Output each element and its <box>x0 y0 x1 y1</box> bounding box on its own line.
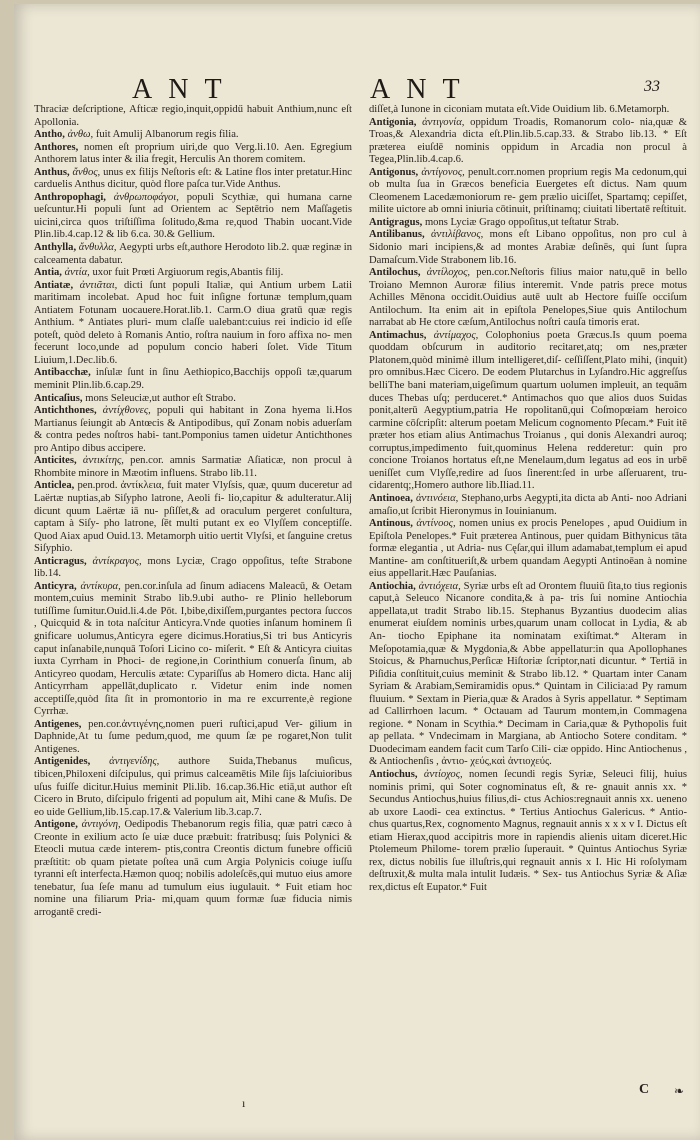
dictionary-entry <box>34 280 352 368</box>
dictionary-entry <box>369 769 687 894</box>
entry-headword: Anthores, <box>34 141 79 153</box>
book-page <box>14 4 700 1140</box>
entry-text: Colophonius poeta Græcus.Is quum poema quoddam obſcurum in auditorio recitaret,atq; om nes,præter Platonem,quòd minimè illum intelligeret,diſ- ceſſiſſent,Plato mihi, (inquit) pro omnibus.Hæc Cicero. De eodem Plutarchus in Lyſandro.Hic aggreſſus belliThe bani materiam,uigeſimum quartum uolumen impleuit, an tequām duces Thebas uſq; perduceret.* Antimachos quo que alios duos Suidas ponit,alterū Aegyptium,patria He ropolitanū,qui Coſmopœiam heroico carmine cōſcripſit: alterum poetam Melicum cognomento Pſecam.* Fuit itē præter hos etiam alius Antimachus Troianus , qui donis Alexandri auroq; corruptus,impedimento fuit,quominus Helena redderetur: quin pro concione Troianos hortatus eſt,ne Menelaum,dum legatus ad eos in urbē ueniſſet cum Vlyſſe,redire ad ſuos ſinerent:ſed in urbe aſſeruarent, tru- cidarentq;,Homero authore lib.Iliad.11. <box>369 329 687 492</box>
entry-text: uxor fuit Prœti Argiuorum regis,Abantis filij. <box>92 267 284 279</box>
entry-headword: Antimachus, <box>369 329 427 341</box>
entry-greek: ἀντίχθονες, <box>102 405 151 417</box>
entry-greek: ἄνθος, <box>72 166 101 178</box>
entry-text: mons Seleuciæ,ut author eſt Strabo. <box>85 392 236 404</box>
dictionary-entry <box>369 581 687 769</box>
page-number: 33 <box>644 78 660 95</box>
entry-headword: Anthus, <box>34 166 70 178</box>
entry-text: Oedipodis Thebanorum regis filia, quæ patri cæco à Creonte in exilium acto ſe uiæ duce præbuit: fratribusq; ſuis Polynici & Eteocli mutua cæde interem- ptis,contra Creontis dictum funebre officiū præſtitit: ob quam pietate poſtea unā cum Argia Polynicis coiuge iuſſu tyranni eſt interfecta.Hæmon quoq; nobilis adoleſcēs,qui mutuo eius amore tenebatur, ſua ſeſe manu ad tumulum eius iugulauit. * Fuit etiam hoc nomine una filiarum Pria- mi,quam quum formæ ſuæ fiducia nimis arrogantē credi- <box>34 819 352 918</box>
entry-text: dicti ſunt populi Italiæ, qui Antium urbem Latii maritimam incolebat. Apud hoc fuit inſigne fortunæ templum,quam Antiatem Fotunam uocauere.Horat.lib.1. Carm.O diua gratū quæ regis Anthium. * Antiates pluri- mum claſſe ualebant:cuius rei indicio id eſſe poteſt, quòd deleto à Romanis Antio, roſtra nauium in foro affixa no- men fecerunt loco,unde ad populum concio haberi ſolet. Vide Titum Liuium,1.Dec.lib.6. <box>34 279 353 366</box>
dictionary-entry <box>34 104 352 129</box>
dictionary-entry <box>369 267 687 330</box>
entry-text: oppidum Troadis, Romanorum colo- nia,quæ & Troas,& Alexandria dicta eſt.Plin.lib.5.cap.33. & Strabo lib.13. * Eſt præterea eiuſdē nominis oppidum in Arcadia non procul à Tegea,Plin.lib.4.cap.6. <box>369 116 688 166</box>
left-column <box>34 104 352 920</box>
entry-text: Thraciæ deſcriptione, Afticæ regio,inquit,oppidű habuit Anthium,nunc eſt Apollonia. <box>34 104 352 128</box>
entry-headword: Antigenides, <box>34 756 91 768</box>
entry-headword: Antho, <box>34 129 65 141</box>
margin-mark: ı <box>242 1096 246 1110</box>
entry-text: Stephano,urbs Aegypti,ita dicta ab Anti- noo Adriani amaſio,ut ſcribit Hieronymus in Iouinianum. <box>369 492 687 517</box>
entry-greek: ἀνθρωποφάγοι, <box>113 191 179 203</box>
dictionary-entry <box>34 405 352 455</box>
entry-headword: Antiochia, <box>369 580 416 592</box>
dictionary-entry <box>34 142 352 167</box>
entry-text: populi Scythiæ, qui humana carne ueſcuntur.Hi populi ſunt ad Orientem ac Septētrio nem Maſſagetis uicini,circa quos triſtiſſima ſolitudo,&ma re,quod Thabin uocant.Vide Plin.lib.4.cap.12 & lib 6.ca. 30.& Gellium. <box>34 191 352 241</box>
right-column <box>369 104 687 894</box>
entry-text: pen.cor.ἀντιγένης,nomen pueri ruſtici,apud Ver- gilium in Daphnide,At tu ſume pedum,quod, me quum ſæ pe rogaret,Non tulit Antigenes. <box>34 718 352 755</box>
entry-headword: Antigonia, <box>369 116 417 128</box>
entry-text: nomen ſecundi regis Syriæ, Seleuci filij, huius nominis primi, qui Soter cognominatus eſt, & re- gnauit annis xx. * Secundus Antiochus,huius filius,di- ctus Achios:regnauit annis xx. ueneno ab uxore Laodi- cea extinctus. * Tertius Antiochus Galericus. * Antio- chus quartus,Rex, cognomento Magnus, regnauit annis x x x v I. Dictus eſt etiam Hierax,quod accipitris more in rapiendis alienis uitam diceret.Hic Ptolemeum Philome- torem prælio ſuperauit. * Quintus Antiochus Syriæ rex, dictus nobilis ſue illuſtris,qui regnauit annis x I. Hic Hi roſolymam deſtruxit,& multa mala intulit Iudæis. * Sex- tus Antiochus Syriæ & Aſiæ rex,dictus eſt Eupator.* Fuit <box>369 768 687 893</box>
entry-text: nomen eſt proprium uiri,de quo Verg.li.10. Aen. Egregium Anthorem latus inter & ilia fregit, Herculis An thorem comitem. <box>34 141 352 166</box>
entry-headword: Antia, <box>34 267 62 279</box>
entry-text: mons Lyciæ Grago oppoſitus,ut teſtatur Strab. <box>424 216 619 228</box>
dictionary-entry <box>369 167 687 217</box>
entry-headword: Anticragus, <box>34 555 87 567</box>
entry-headword: Antichthones, <box>34 405 97 417</box>
entry-text: mons eſt Libano oppoſitus, non pro cul à Sidonio mari incipiens,& ad montes Arabiæ deſinēs, qui ſunt ſupra Damaſcum.Vide Strabonem lib.16. <box>369 229 687 266</box>
entry-text: pen.cor. amnis Sarmatiæ Aſiaticæ, non procul à Rhombite minore in Mæotim influens. Strabo lib.11. <box>34 455 352 479</box>
dictionary-entry <box>34 756 352 819</box>
entry-greek: ἄνθυλλα, <box>78 242 117 254</box>
entry-greek: ἀντιγονία, <box>422 116 465 128</box>
dictionary-entry <box>34 242 352 267</box>
entry-headword: Anticyra, <box>34 580 77 592</box>
dictionary-entry <box>369 217 687 230</box>
entry-headword: Antigragus, <box>369 216 423 228</box>
dictionary-entry <box>34 129 352 142</box>
entry-headword: Antilibanus, <box>369 229 425 241</box>
entry-text: diſſet,à Iunone in ciconiam mutata eſt.Vide Ouidium lib. 6.Metamorph. <box>369 104 670 115</box>
entry-greek: ἀντίλοχος, <box>426 267 471 279</box>
entry-greek: ἀντίνοος, <box>416 518 456 530</box>
entry-text: Syriæ urbs eſt ad Orontem fluuiū ſita,to tius regionis caput,à Seleuco Nicanore condita,& à pa- tris ſui nomine Antiochia appellata,ut tradit Strabo lib.15. Stephanus Byzantius duodecim alias enumerat eiuſdem nominis urbes,quarum unam collocat in Lydia, & ab An- tiocho Epiphane ita nominatam exiſtimat.* Alteram in Meſopotamia,quæ & Mygdonia,& Abbe appellatur:in qua Apollophanes Stoicus, & Pharnuchus,Perſicæ Hiſtoriæ ſcriptor,nati dicuntur. * Tertiā in Piſidia conſtituit,cuius meminit & Strabo lib.12. * Quartam inter Canam Syriam & Arabiam,Semiramidis opus.* Quintam in Cilicia:ad Py ramum fluuium. * Sextam in Pieria,quæ & Arados à Syris appellatur. * Septimam ad Callirrhoen lacum. * Octauam ad Taurum montem,in Commagena regione. * Nonam in Scythia.* Decimam in Caria,quæ & Pythopolis fuit ap pellata. * Vndecimam in Margiana, ab Antiocho Sotere conditam. * Duodecimam eandem facit cum Tarſo Cili- ciæ oppido. Hinc Antiochenus , & Antiochenſis , ἀντιο- χεύς,καὶ ἀντιοχεύς. <box>369 580 687 768</box>
entry-headword: Antilochus, <box>369 267 421 279</box>
entry-greek: ἀντίκραγος, <box>92 555 142 567</box>
dictionary-entry <box>34 819 352 919</box>
entry-text: inſulæ ſunt in ſinu Aethiopico,Bacchijs oppoſi tæ,quarum meminit Plin.lib.6.cap.29. <box>34 367 352 392</box>
entry-text: unus ex filijs Neſtoris eſt: & Latine flos inter pretatur.Hinc carduelis Anthus dicitur, quòd flore paſca tur.Vide Anthus. <box>34 166 352 191</box>
entry-headword: Antiatæ, <box>34 279 74 291</box>
dictionary-entry <box>369 104 687 117</box>
entry-headword: Antinoea, <box>369 492 413 504</box>
entry-headword: Anticlea, <box>34 480 75 492</box>
entry-text: fuit Amulij Albanorum regis filia. <box>95 129 239 141</box>
entry-headword: Anthylla, <box>34 242 77 254</box>
entry-text: Aegypti urbs eſt,authore Herodoto lib.2. quæ reginæ in calceamenta dabatur. <box>34 242 352 266</box>
entry-headword: Anthropophagi, <box>34 191 106 203</box>
entry-headword: Antigonus, <box>369 166 419 178</box>
entry-greek: ἀντιλίβανος, <box>430 229 484 241</box>
ornament: ❧ <box>674 1084 685 1098</box>
entry-greek: ἀντίοχος, <box>423 768 463 780</box>
entry-text: pen.prod. ἀντίκλεια, fuit mater Vlyſsis, quæ, quum duceretur ad Laërtæ nuptias,ab Siſypho latrone, Aeoli fi- lio,capitur & adulteratur.Alij dicunt quum Laërtæ iā nu- pſiſſet,& ad oraculum pergeret conſultura, captam à Siſy- pho latrone, ſēt multi putant ex eo Vlyſſem conceptiſſe. Quod Aiax apud Ouid.13. Metamorph uitio uertit Vlyſsi, et ſanguine cretus Siſyphio. <box>34 480 352 555</box>
dictionary-entry <box>369 493 687 518</box>
entry-text: pen.cor.Neſtoris filius maior natu,quē in bello Troiano Memnon Auroræ filius interemit. Vnde patris prece motus Achilles Mēnona occidit.Ouidius autē uult ab Hectore fuiſſe occiſum Antilochum. Ita enim ait in epiſtola Penelopes,Siue quis Antilochum narrabat ab He ctore cæſum,Antilochus noſtri cauſa timoris erat. <box>369 267 688 329</box>
dictionary-entry <box>369 330 687 493</box>
dictionary-entry <box>34 167 352 192</box>
entry-greek: ἀντιᾶται, <box>79 279 118 291</box>
dictionary-entry <box>34 367 352 392</box>
dictionary-entry <box>34 480 352 555</box>
running-head-left: ANT <box>132 74 238 105</box>
entry-greek: ἀντίγονος, <box>421 166 465 178</box>
entry-greek: ἀντικίτης, <box>82 455 124 467</box>
entry-headword: Antigone, <box>34 819 78 831</box>
entry-headword: Antigenes, <box>34 718 82 730</box>
entry-headword: Anticites, <box>34 455 77 467</box>
dictionary-entry <box>34 556 352 581</box>
entry-text: mons Lyciæ, Crago oppoſitus, teſte Strabone lib.14. <box>34 555 352 580</box>
entry-text: authore Suida,Thebanus muſicus, tibicen,Philoxeni diſcipulus, qui primus calceamētis Mile ſijs laſciuioribus uſus fuiſſe dicitur.Huius meminit Pli.lib. 16.cap.36.Hic etiā,ut author eſt Cicero in Bruto, diſcipulo frigenti ad populum ait, Mihi cane & Muſis. De eo uide Gellium,lib.15.cap.17.& Valerium lib.3.cap.7. <box>34 756 352 818</box>
signature-mark: C <box>639 1082 650 1097</box>
dictionary-entry <box>34 581 352 719</box>
entry-headword: Anticaſius, <box>34 392 83 404</box>
entry-headword: Antinous, <box>369 518 413 530</box>
entry-greek: ἀντιγενίδης, <box>109 756 160 768</box>
dictionary-entry <box>369 518 687 581</box>
entry-greek: ἀνθω, <box>67 129 94 141</box>
entry-headword: Antibacchæ, <box>34 367 91 379</box>
entry-headword: Antiochus, <box>369 768 418 780</box>
entry-text: populi qui habitant in Zona hyema li.Hos Martianus ſeiungit ab Antœcis & Antipodibus, quī Zonam nobis aduerſam & contra pedes noſtros habi- tant.Pomponius tamen uidetur Antichthones pro Antipo dibus accipere. <box>34 405 352 454</box>
dictionary-entry <box>34 267 352 280</box>
dictionary-entry <box>34 393 352 406</box>
entry-text: penult.corr.nomen proprium regis Ma cedonum,qui ob multa ſua in Græcos beneficia Euergetes eſt dictus. Nam quum Cleomenem Lacedæmoniorum re- gem prælio uiciſſet, Spartamq; cepiſſet, milite uictore ab omni iniuria cōtinuit, priſtinamq; ciuitati libertatē reſtituit. <box>369 166 687 216</box>
dictionary-entry <box>369 229 687 267</box>
dictionary-entry <box>34 192 352 242</box>
entry-greek: ἀντιγόνη, <box>81 819 121 831</box>
running-head-right: ANT <box>370 74 476 105</box>
dictionary-entry <box>369 117 687 167</box>
dictionary-entry <box>34 455 352 480</box>
entry-text: nomen unius ex procis Penelopes , apud Ouidium in Epiſtola Penelopes.* Fuit præterea Antinous, puer quidam Bithynicus tāta formæ elegantia , ut Adria- nus Cęſar,qui illum adamabat,templum ei apud Mantine- am conſtitueriſt,& urbem quandam Aegypti Antinoēan à nomine eius appellarit.Hæc Pauſanias. <box>369 518 687 580</box>
entry-text: pen.cor.inſula ad ſinum adiacens Maleacū, & Oetam montem,cuius meminit Strabo lib.9.ubi autho- re Plinio helleborum tutiſſime ſumitur.Ouid.li.4.de Pōt. I,bibe,dixiſſem,purgantes pectora ſuccos , Quicquid & in tota naſcitur Anticyra.Vnde quoties inſanum hominem ſi gnificare uolumus,Anticyra egere dicimus.Horatius,Si tri bus Anticyris caput inſanabile,nunquā Toſori Licino co- miſerit. * Eſt & Anticyra ciuitas iuxta Cyrrham in Phoci- de regione,in Corinthium conuerſa ſinum, ab Anticyreo quodam, Herculis ætate: Cypariſſus ab Homero dicta. Hanc alij Anticyrrham appellāt,duplicato r. Videtur enim inde nomen acceptiſſe,quòd ſita ſit in promontorio in ma re excurrente,è regione Cyrrhæ. <box>34 580 352 718</box>
entry-greek: ἀντινόεια, <box>415 492 459 504</box>
entry-greek: ἀντίμαχος, <box>433 329 479 341</box>
entry-greek: ἀντία, <box>64 267 90 279</box>
dictionary-entry <box>34 719 352 757</box>
entry-greek: ἀντιόχεια, <box>418 580 461 592</box>
entry-greek: ἀντίκυρα, <box>80 580 121 592</box>
